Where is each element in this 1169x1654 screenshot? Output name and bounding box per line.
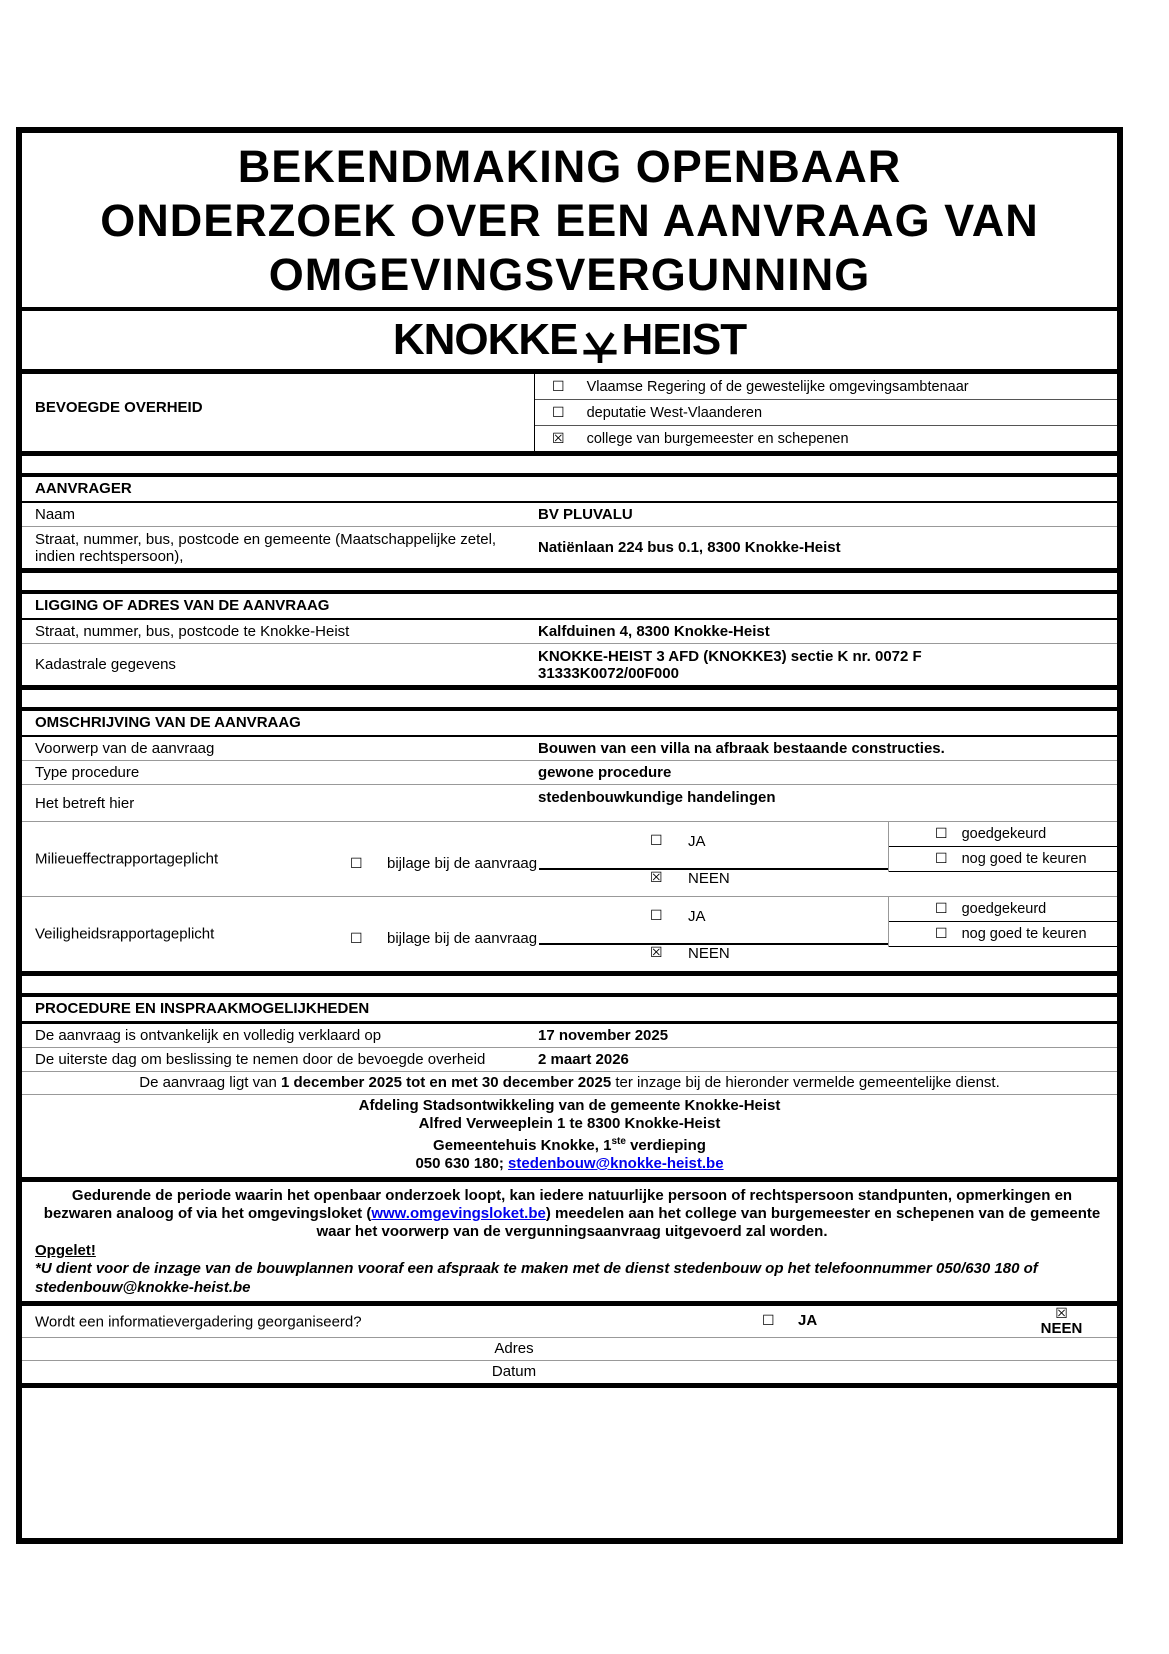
- dienst-contact: [22, 1155, 1117, 1173]
- kadaster-row: [22, 643, 1117, 685]
- goedgekeurd-label: goedgekeurd: [961, 826, 1047, 842]
- adres-row: [22, 1337, 1117, 1360]
- veiligheid-ja-label: JA: [688, 908, 706, 925]
- dienst-locatie-sup: ste: [611, 1136, 626, 1147]
- afspraak-note: *U dient voor de inzage van de bouwplannen vooraf een afspraak te maken met de dienst stedenbouw op het telefoonnummer 050/630 180 of stedenbouw@knokke-heist.be: [35, 1260, 1038, 1296]
- naam-value: BV PLUVALU: [538, 506, 633, 523]
- vergadering-neen-cell: [1006, 1306, 1117, 1337]
- section-spacer: [22, 976, 1117, 997]
- dienst-locatie-text: Gemeentehuis Knokke, 1: [433, 1137, 612, 1154]
- bevoegde-overheid-section: [22, 374, 1117, 456]
- nog-goed-te-keuren-label: nog goed te keuren: [961, 851, 1087, 867]
- bevoegde-overheid-label: BEVOEGDE OVERHEID: [35, 399, 203, 416]
- betreft-row: [22, 784, 1117, 821]
- dienst-phone: 050 630 180;: [415, 1155, 509, 1172]
- aanvrager-adres-value: Natiënlaan 224 bus 0.1, 8300 Knokke-Heist: [538, 539, 841, 556]
- inzage-periode: 1 december 2025 tot en met 30 december 2025: [281, 1074, 612, 1091]
- public-notice-document: [16, 127, 1123, 1544]
- kadaster-value: [538, 648, 1117, 682]
- veiligheid-bijlage-checkbox[interactable]: ☐: [350, 931, 363, 947]
- ligging-straat-row: [22, 620, 1117, 643]
- ontvankelijk-value: 17 november 2025: [538, 1027, 669, 1044]
- goedgekeurd-row: [889, 897, 1117, 922]
- milieueffect-nog-checkbox[interactable]: ☐: [935, 851, 948, 867]
- title-line-3: OMGEVINGSVERGUNNING: [268, 249, 871, 300]
- opgelet-label: Opgelet!: [35, 1242, 96, 1259]
- voorwerp-label: Voorwerp van de aanvraag: [35, 740, 215, 757]
- dienst-adres: Alfred Verweeplein 1 te 8300 Knokke-Heist: [418, 1115, 721, 1132]
- milieueffect-label: Milieueffectrapportageplicht: [35, 850, 219, 868]
- betreft-value: stedenbouwkundige handelingen: [538, 789, 776, 806]
- milieueffect-approval-column: [888, 822, 1117, 872]
- title-line-1: BEKENDMAKING OPENBAAR: [237, 141, 902, 192]
- procedure-section: [22, 997, 1117, 1182]
- naam-label: Naam: [35, 506, 76, 523]
- aanvrager-section: [22, 477, 1117, 573]
- veiligheid-bijlage-label: bijlage bij de aanvraag: [387, 930, 538, 947]
- ligging-straat-label: Straat, nummer, bus, postcode te Knokke-Heist: [35, 623, 350, 640]
- section-spacer: [22, 690, 1117, 711]
- voorwerp-value: Bouwen van een villa na afbraak bestaande constructies.: [538, 740, 945, 757]
- title-line-2: ONDERZOEK OVER EEN AANVRAAG VAN: [100, 195, 1039, 246]
- omschrijving-section: [22, 711, 1117, 976]
- dienst-afdeling: Afdeling Stadsontwikkeling van de gemeente Knokke-Heist: [358, 1097, 781, 1114]
- vergadering-ja-label: JA: [798, 1312, 818, 1329]
- adres-label: Adres: [494, 1340, 534, 1357]
- veiligheid-neen-label: NEEN: [688, 945, 730, 962]
- dienst-locatie-post: verdieping: [625, 1137, 706, 1154]
- inzage-post-text: ter inzage bij de hieronder vermelde gemeentelijke dienst.: [611, 1074, 1000, 1091]
- aanvrager-adres-label: Straat, nummer, bus, postcode en gemeente (Maatschappelijke zetel, indien rechtspersoon),: [35, 530, 497, 565]
- datum-value-cell: [1006, 1361, 1117, 1383]
- ligging-straat-value: Kalfduinen 4, 8300 Knokke-Heist: [538, 623, 770, 640]
- procedure-header: PROCEDURE EN INSPRAAKMOGELIJKHEDEN: [22, 997, 1117, 1024]
- informatievergadering-main: [22, 1306, 1006, 1337]
- option-deputatie: [535, 399, 1117, 425]
- bezwaar-paragraph: [35, 1187, 1109, 1241]
- kadaster-value-line2: 31333K0072/00F000: [538, 664, 679, 682]
- kadaster-value-line1: KNOKKE-HEIST 3 AFD (KNOKKE3) sectie K nr. 0072 F: [538, 647, 922, 665]
- datum-label: Datum: [491, 1363, 537, 1380]
- kadaster-label: Kadastrale gegevens: [35, 656, 176, 673]
- nog-goed-te-keuren-label: nog goed te keuren: [961, 926, 1087, 942]
- goedgekeurd-row: [889, 822, 1117, 847]
- milieueffect-row: [22, 821, 1117, 896]
- vergadering-neen-checkbox[interactable]: ☒: [1055, 1306, 1068, 1322]
- uiterste-dag-label: De uiterste dag om beslissing te nemen door de bevoegde overheid: [35, 1051, 486, 1068]
- omschrijving-header: OMSCHRIJVING VAN DE AANVRAAG: [22, 711, 1117, 737]
- nog-goed-te-keuren-row: [889, 922, 1117, 947]
- omgevingsloket-link[interactable]: www.omgevingsloket.be: [371, 1205, 546, 1222]
- dienst-locatie: [22, 1133, 1117, 1155]
- veiligheid-ja-checkbox[interactable]: ☐: [650, 908, 663, 924]
- option-label: Vlaamse Regering of de gewestelijke omgevingsambtenaar: [586, 378, 969, 395]
- bevoegde-overheid-options: [534, 374, 1117, 451]
- section-spacer: [22, 456, 1117, 477]
- type-procedure-row: [22, 760, 1117, 784]
- goedgekeurd-label: goedgekeurd: [961, 901, 1047, 917]
- ligging-header: LIGGING OF ADRES VAN DE AANVRAAG: [22, 594, 1117, 620]
- bezwaar-block: [22, 1182, 1117, 1306]
- gemeentelijke-dienst-block: [22, 1094, 1117, 1177]
- municipality-logo: [22, 311, 1117, 374]
- uiterste-dag-row: [22, 1047, 1117, 1071]
- option-label: college van burgemeester en schepenen: [586, 430, 849, 447]
- uiterste-dag-value: 2 maart 2026: [538, 1051, 629, 1068]
- veiligheid-nog-checkbox[interactable]: ☐: [935, 926, 948, 942]
- vergadering-neen-label: NEEN: [1040, 1320, 1083, 1337]
- document-title: [22, 133, 1117, 311]
- veiligheid-row: [22, 896, 1117, 971]
- betreft-label: Het betreft hier: [35, 794, 135, 812]
- ontvankelijk-row: [22, 1024, 1117, 1047]
- bezwaar-pre-text: Gedurende de periode waarin het openbaar onderzoek loopt, kan iedere natuurlijke persoon of rechtspersoon standpunten, opmerkingen en bezwaren analoog of via het omgevingsloket (: [43, 1187, 1073, 1222]
- veiligheid-neen-checkbox[interactable]: ☒: [650, 945, 663, 961]
- ligging-section: [22, 594, 1117, 690]
- veiligheid-goedgekeurd-checkbox[interactable]: ☐: [935, 901, 948, 917]
- section-spacer: [22, 573, 1117, 594]
- voorwerp-row: [22, 737, 1117, 760]
- stedenbouw-email-link[interactable]: stedenbouw@knokke-heist.be: [508, 1155, 724, 1172]
- veiligheid-label: Veiligheidsrapportageplicht: [35, 925, 215, 943]
- starfish-icon: [582, 327, 618, 363]
- informatievergadering-label: Wordt een informatievergadering georganiseerd?: [35, 1313, 362, 1330]
- vergadering-ja-checkbox[interactable]: ☐: [762, 1313, 775, 1329]
- milieueffect-bijlage-checkbox[interactable]: ☐: [350, 856, 363, 872]
- ontvankelijk-label: De aanvraag is ontvankelijk en volledig verklaard op: [35, 1027, 382, 1044]
- milieueffect-ja-label: JA: [688, 833, 706, 850]
- bezwaar-post-text: ) meedelen aan het college van burgemeester en schepenen van de gemeente waar het voorwerp van de vergunningsaanvraag uitgevoerd zal worden.: [316, 1205, 1101, 1240]
- type-procedure-value: gewone procedure: [538, 764, 672, 781]
- milieueffect-ja-checkbox[interactable]: ☐: [650, 833, 663, 849]
- checkbox-deputatie[interactable]: ☐: [552, 404, 565, 421]
- milieueffect-bijlage-label: bijlage bij de aanvraag: [387, 855, 538, 872]
- option-vlaamse-regering: [535, 374, 1117, 399]
- adres-value-cell: [1006, 1338, 1117, 1360]
- datum-row: [22, 1360, 1117, 1383]
- type-procedure-label: Type procedure: [35, 764, 140, 781]
- nog-goed-te-keuren-row: [889, 847, 1117, 872]
- option-label: deputatie West-Vlaanderen: [586, 404, 763, 421]
- logo-text-left: KNOKKE: [392, 315, 578, 364]
- inzage-periode-line: [22, 1071, 1117, 1094]
- logo-text-right: HEIST: [621, 315, 747, 364]
- inzage-pre-text: De aanvraag ligt van: [139, 1074, 281, 1091]
- informatievergadering-row: [22, 1306, 1117, 1337]
- aanvrager-adres-row: [22, 526, 1117, 568]
- option-college: [535, 425, 1117, 451]
- checkbox-vlaamse-regering[interactable]: ☐: [552, 378, 565, 395]
- empty-notes-box: [22, 1383, 1117, 1538]
- naam-row: [22, 503, 1117, 526]
- veiligheid-approval-column: [888, 897, 1117, 947]
- aanvrager-header: AANVRAGER: [22, 477, 1117, 503]
- milieueffect-neen-label: NEEN: [688, 870, 730, 887]
- milieueffect-goedgekeurd-checkbox[interactable]: ☐: [935, 826, 948, 842]
- milieueffect-neen-checkbox[interactable]: ☒: [650, 870, 663, 886]
- checkbox-college[interactable]: ☒: [552, 430, 565, 447]
